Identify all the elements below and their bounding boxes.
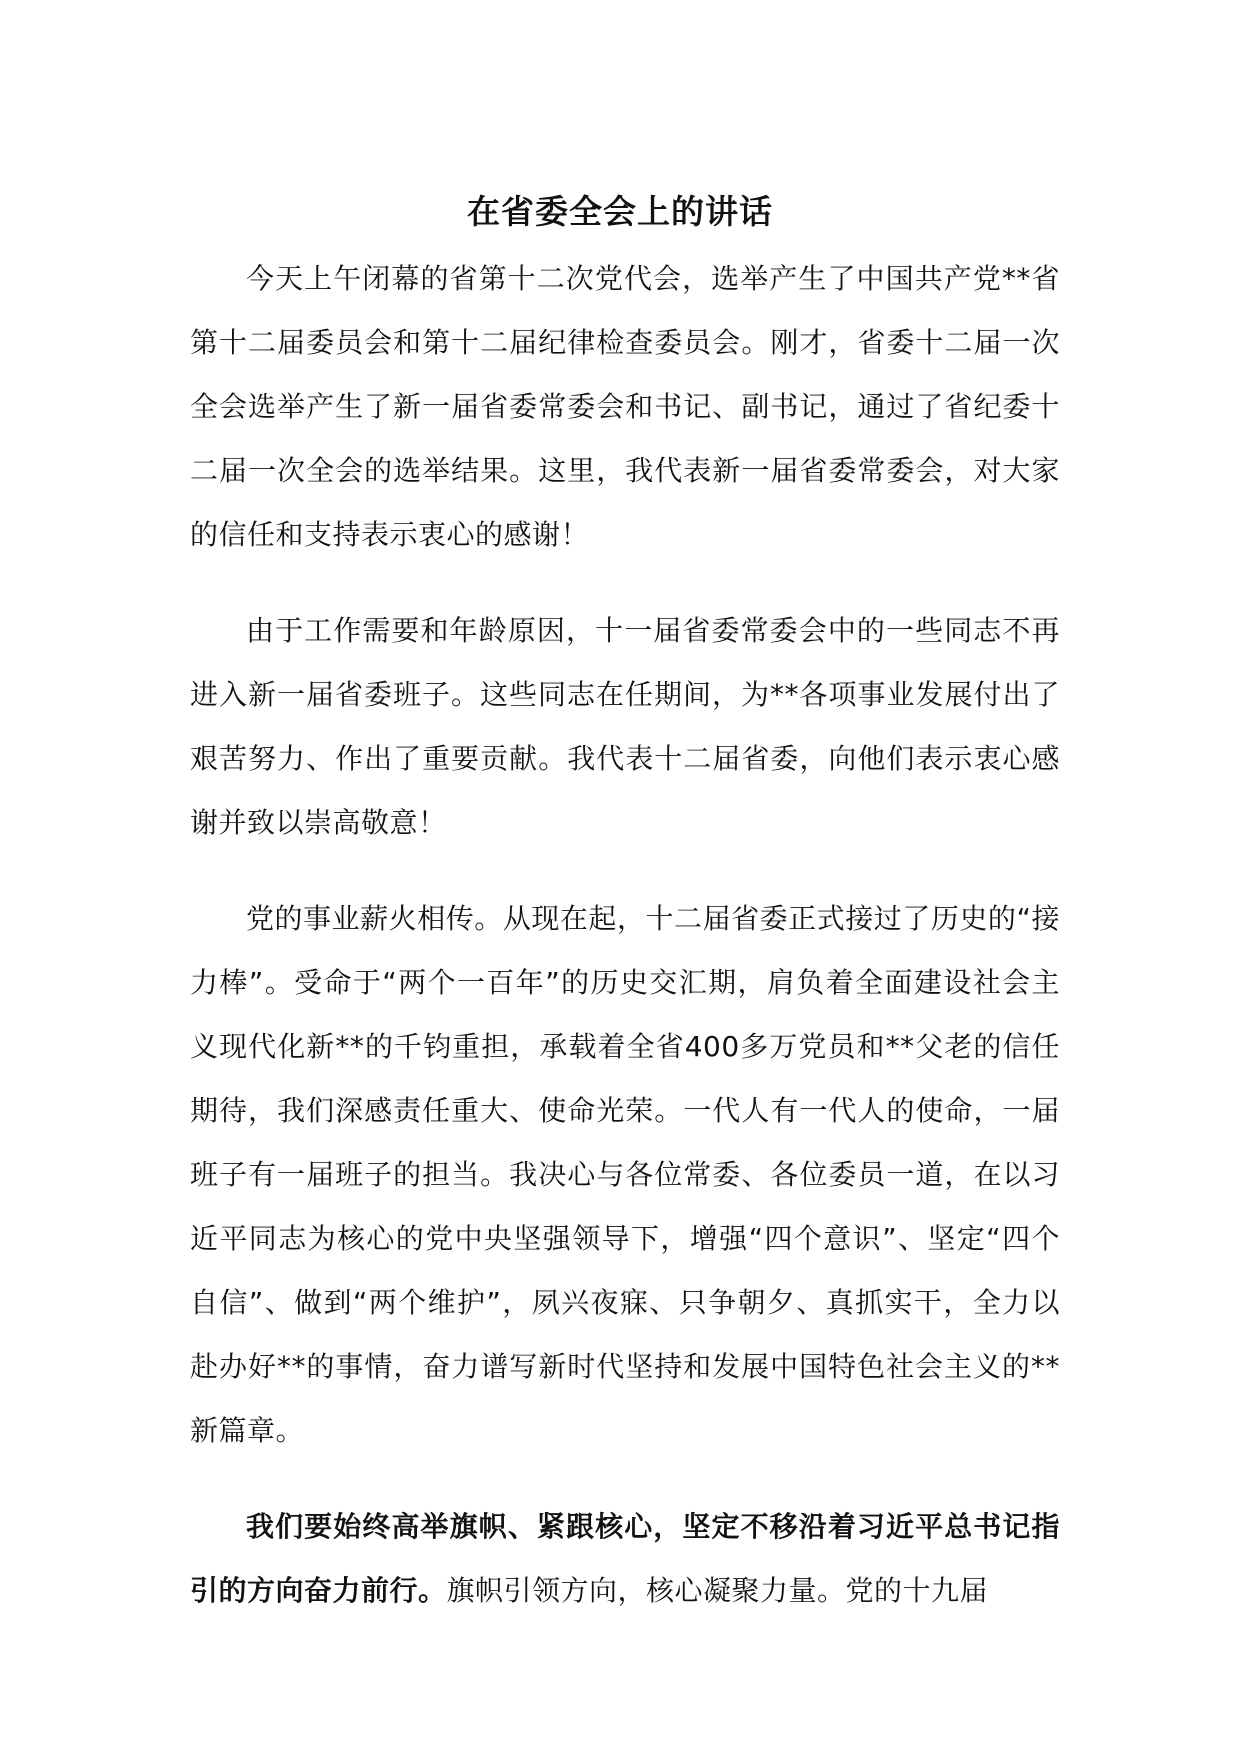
paragraph-3-text: 党的事业薪火相传。从现在起，十二届省委正式接过了历史的“接力棒”。受命于“两个一百年”的历史交汇期，肩负着全面建设社会主义现代化新**的千钧重担，承载着全省400多万党员和**父老的信任期待，我们深感责任重大、使命光荣。一代人有一代人的使命，一届班子有一届班子的担当。我决心与各位常委、各位委员一道，在以习近平同志为核心的党中央坚强领导下，增强“四个意识”、坚定“四个自信”、做到“两个维护”，夙兴夜寐、只争朝夕、真抓实干，全力以赴办好**的事情，奋力谱写新时代坚持和发展中国特色社会主义的**新篇章。 xyxy=(190,902,1060,1447)
paragraph-3 xyxy=(190,887,1060,1463)
paragraph-2 xyxy=(190,599,1060,855)
paragraph-4-text: 旗帜引领方向，核心凝聚力量。党的十九届 xyxy=(446,1574,989,1607)
paragraph-4 xyxy=(190,1495,1060,1623)
paragraph-4-lead: 我们要始终高举旗帜、紧跟核心，坚定不移沿着习近平总书记指引的方向奋力前行。 xyxy=(190,1510,1060,1607)
paragraph-1 xyxy=(190,247,1060,567)
paragraph-2-text: 由于工作需要和年龄原因，十一届省委常委会中的一些同志不再进入新一届省委班子。这些同志在任期间，为**各项事业发展付出了艰苦努力、作出了重要贡献。我代表十二届省委，向他们表示衷心感谢并致以崇高敬意！ xyxy=(190,614,1060,839)
document-body xyxy=(190,247,1060,1655)
paragraph-1-text: 今天上午闭幕的省第十二次党代会，选举产生了中国共产党**省第十二届委员会和第十二届纪律检查委员会。刚才，省委十二届一次全会选举产生了新一届省委常委会和书记、副书记，通过了省纪委十二届一次全会的选举结果。这里，我代表新一届省委常委会，对大家的信任和支持表示衷心的感谢！ xyxy=(190,262,1060,551)
document-title: 在省委全会上的讲话 xyxy=(467,192,773,232)
